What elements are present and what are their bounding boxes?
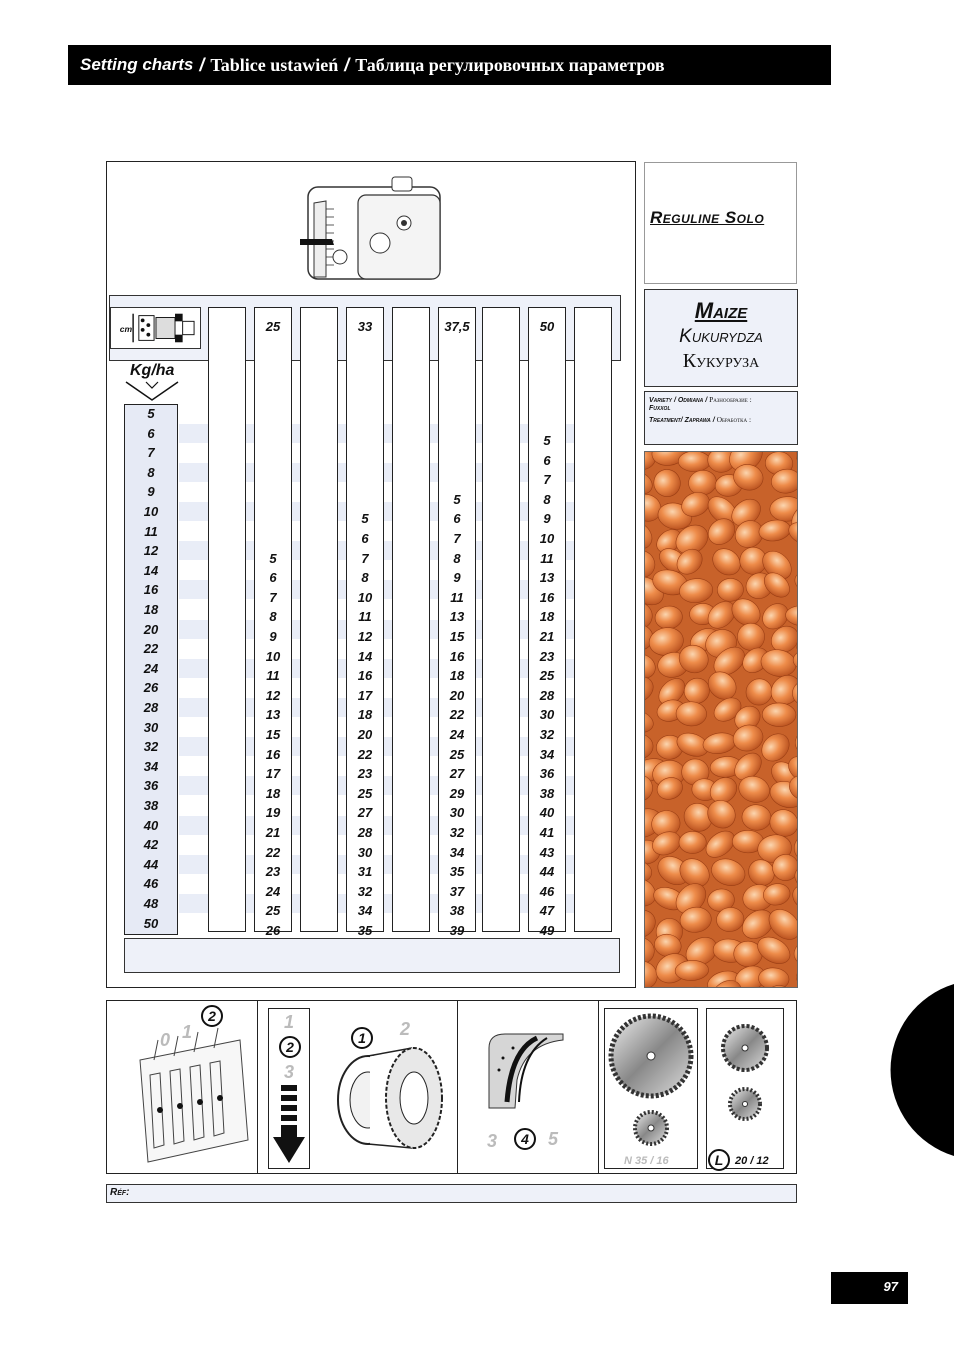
lever-position-0: 0: [160, 1030, 171, 1050]
gear-n-label: N 35 / 16: [624, 1155, 669, 1167]
spacing-value: 18: [265, 785, 281, 801]
spacing-value: 15: [265, 727, 281, 742]
spacing-value: 16: [265, 746, 281, 762]
spacing-value: 13: [265, 707, 281, 723]
page-header: [68, 45, 831, 85]
header-separator: /: [199, 54, 205, 75]
spacing-value: 39: [449, 923, 465, 938]
spacing-value: 40: [539, 805, 555, 821]
spacing-value: 22: [357, 746, 373, 762]
dial-illustration: [485, 1030, 567, 1112]
spacing-value: 11: [358, 609, 372, 625]
spacing-value: 23: [357, 766, 373, 782]
spacing-value: 9: [543, 511, 551, 527]
brand-name: Reguline Solo: [650, 208, 765, 227]
column-header-spacing: 50: [539, 319, 555, 334]
variety-value: Fuxxol: [649, 405, 671, 412]
wheel-position-1-selected: 1: [351, 1027, 373, 1049]
spacing-value: 13: [449, 609, 465, 625]
section-tab-number: 5: [872, 1045, 891, 1083]
rate-value: 50: [143, 915, 159, 931]
spacing-value: 49: [539, 923, 555, 938]
spacing-value: 19: [265, 805, 281, 821]
spacing-value: 16: [449, 648, 465, 664]
variety-label-ru: Разнообразие :: [709, 395, 752, 404]
spacing-value: 34: [357, 903, 373, 919]
spacing-value: 30: [539, 707, 555, 723]
spacing-value: 5: [543, 433, 551, 448]
step-2-selected: 2: [279, 1036, 301, 1058]
rate-value: 32: [143, 739, 159, 755]
spacing-value: 18: [449, 668, 465, 684]
maize-kernels-image: [644, 451, 798, 988]
spacing-value: 16: [539, 589, 555, 605]
spacing-value: 32: [449, 825, 465, 840]
step-down-arrow-icon: [273, 1085, 305, 1165]
spacing-value: 34: [539, 746, 555, 762]
spacing-value: 6: [269, 570, 277, 586]
step-1: 1: [284, 1012, 295, 1032]
spacing-value: 23: [539, 648, 555, 664]
lever-position-1: 1: [182, 1022, 193, 1042]
rate-value: 38: [143, 798, 159, 813]
spacing-value: 11: [450, 589, 464, 605]
header-title-ru: Таблица регулировочных параметров: [355, 54, 665, 75]
spacing-value: 18: [357, 707, 373, 723]
lever-position-2-selected: 2: [201, 1005, 223, 1027]
spacing-value: 34: [449, 844, 465, 860]
spacing-value: 27: [357, 805, 373, 821]
spacing-value: 17: [357, 687, 373, 703]
rate-value: 16: [143, 582, 159, 598]
header-title-pl: Tablice ustawień: [210, 54, 339, 75]
spacing-value: 9: [453, 570, 461, 586]
spacing-value: 28: [539, 687, 555, 703]
header-separator: /: [344, 54, 350, 75]
seed-box-illustration: [300, 173, 443, 285]
spacing-value: 7: [269, 589, 277, 605]
rate-value: 9: [147, 484, 155, 500]
rate-value: 28: [143, 700, 159, 715]
spacing-value: 38: [539, 785, 555, 801]
spacing-value: 21: [265, 825, 281, 840]
rate-value: 14: [143, 562, 159, 578]
wheel-position-2: 2: [400, 1019, 411, 1039]
gear-l-label: 20 / 12: [735, 1155, 769, 1167]
spacing-value: 25: [357, 785, 373, 801]
spacing-value: 35: [357, 923, 373, 938]
spacing-value: 31: [357, 864, 373, 880]
gear-n-icon: [607, 1012, 695, 1152]
spacing-value: 44: [539, 864, 555, 880]
rate-value: 48: [143, 896, 159, 911]
rate-value: 44: [143, 856, 159, 872]
spacing-value: 5: [453, 491, 461, 507]
dial-position-5: 5: [548, 1129, 559, 1149]
spacing-column: [300, 307, 338, 932]
spacing-value: 8: [269, 609, 277, 625]
rate-value: 36: [143, 778, 159, 794]
spacing-value: 18: [539, 609, 555, 625]
gear-l-letter: L: [708, 1149, 730, 1171]
spacing-value: 8: [453, 550, 461, 566]
spacing-column: [392, 307, 430, 932]
spacing-column: [482, 307, 520, 932]
drive-wheel-illustration: [330, 1040, 448, 1152]
panel-divider: [457, 1000, 458, 1174]
spacing-value: 9: [269, 629, 277, 644]
spacing-value: 21: [539, 629, 555, 644]
rate-value: 20: [143, 621, 159, 637]
rate-unit-label: Kg/ha: [130, 362, 175, 379]
spacing-value: 27: [449, 766, 465, 782]
crop-name-en: Maize: [694, 298, 748, 323]
seed-spacing-icon: [110, 307, 201, 349]
rate-value: 22: [143, 641, 159, 657]
panel-divider: [257, 1000, 258, 1174]
down-arrow-icon: [124, 380, 180, 404]
treatment-label: Treatment/ Zaprawa /: [649, 417, 715, 424]
gear-l-icon: [712, 1020, 778, 1130]
crop-name-ru: Кукуруза: [682, 350, 760, 372]
spacing-value: 12: [357, 629, 373, 644]
column-header-spacing: 33: [357, 319, 373, 334]
dial-position-4-selected: 4: [514, 1128, 536, 1150]
spacing-column: [574, 307, 612, 932]
spacing-value: 26: [265, 923, 281, 938]
spacing-value: 8: [543, 491, 551, 507]
spacing-value: 5: [269, 550, 277, 566]
section-tab: [854, 984, 954, 1156]
rate-value: 24: [143, 660, 159, 676]
spacing-value: 24: [265, 883, 281, 899]
treatment-label-ru: Обработка :: [716, 415, 752, 424]
svg-text:cm: cm: [119, 323, 133, 334]
spacing-value: 35: [449, 864, 465, 880]
spacing-value: 25: [449, 746, 465, 762]
spacing-value: 6: [453, 511, 461, 527]
dial-position-3: 3: [487, 1131, 498, 1151]
variety-line: [649, 395, 752, 404]
rate-value: 46: [143, 876, 159, 892]
spacing-value: 11: [266, 668, 280, 684]
rate-value: 30: [143, 719, 159, 735]
spacing-value: 15: [449, 629, 465, 644]
spacing-value: 7: [543, 472, 551, 488]
spacing-value: 36: [539, 766, 555, 782]
spacing-value: 17: [265, 766, 281, 782]
spacing-value: 41: [539, 825, 555, 840]
spacing-value: 24: [449, 727, 465, 742]
rate-value: 5: [147, 406, 155, 421]
crop-name-pl: Kukurydza: [679, 326, 763, 347]
spacing-value: 6: [543, 452, 551, 468]
rate-value: 18: [143, 602, 159, 617]
rate-value: 34: [143, 758, 159, 774]
maize-kernel: [678, 451, 710, 472]
spacing-value: 6: [361, 531, 369, 546]
reference-box: [106, 1184, 797, 1203]
header-title-en: Setting charts: [80, 55, 194, 74]
spacing-value: 10: [357, 589, 373, 605]
rate-value: 7: [147, 445, 155, 461]
spacing-value: 7: [453, 531, 461, 546]
rate-value: 10: [143, 504, 159, 519]
spacing-value: 30: [357, 844, 373, 860]
spacing-value: 47: [539, 903, 555, 919]
spacing-value: 25: [539, 668, 555, 684]
variety-label: Variety / Odmiana /: [649, 397, 708, 404]
spacing-value: 20: [449, 687, 465, 703]
spacing-value: 13: [539, 570, 555, 586]
spacing-value: 46: [539, 883, 555, 899]
spacing-value: 11: [540, 550, 554, 566]
spacing-value: 20: [357, 727, 373, 742]
column-header-spacing: 37,5: [444, 319, 470, 334]
spacing-value: 7: [361, 550, 369, 566]
spacing-value: 29: [449, 785, 465, 801]
spacing-value: 38: [449, 903, 465, 919]
spacing-value: 23: [265, 864, 281, 880]
maize-kernel: [679, 831, 707, 854]
table-footer-band: [124, 938, 620, 973]
rate-value: 12: [143, 543, 159, 559]
treatment-line: [649, 415, 751, 424]
reference-label: Réf:: [110, 1187, 130, 1198]
spacing-column: [208, 307, 246, 932]
page-number: 97: [831, 1272, 908, 1304]
rate-value: 26: [143, 680, 159, 696]
spacing-value: 30: [449, 805, 465, 821]
spacing-value: 32: [539, 727, 555, 742]
spacing-value: 10: [265, 648, 281, 664]
panel-divider: [598, 1000, 599, 1174]
spacing-value: 12: [265, 687, 281, 703]
spacing-value: 43: [539, 844, 555, 860]
spacing-value: 8: [361, 570, 369, 586]
column-header-spacing: 25: [265, 319, 281, 334]
spacing-value: 10: [539, 531, 555, 546]
rate-value: 40: [143, 817, 159, 833]
spacing-value: 25: [265, 903, 281, 919]
spacing-value: 16: [357, 668, 373, 684]
spacing-value: 22: [449, 707, 465, 723]
spacing-value: 22: [265, 844, 281, 860]
step-3: 3: [284, 1062, 295, 1082]
spacing-value: 37: [449, 883, 465, 899]
rate-value: 11: [144, 523, 158, 539]
rate-value: 6: [147, 425, 155, 441]
rate-value: 42: [143, 837, 159, 853]
spacing-value: 14: [357, 648, 373, 664]
spacing-value: 5: [361, 511, 369, 527]
spacing-value: 28: [357, 825, 373, 840]
spacing-value: 32: [357, 883, 373, 899]
rate-value: 8: [147, 464, 155, 480]
